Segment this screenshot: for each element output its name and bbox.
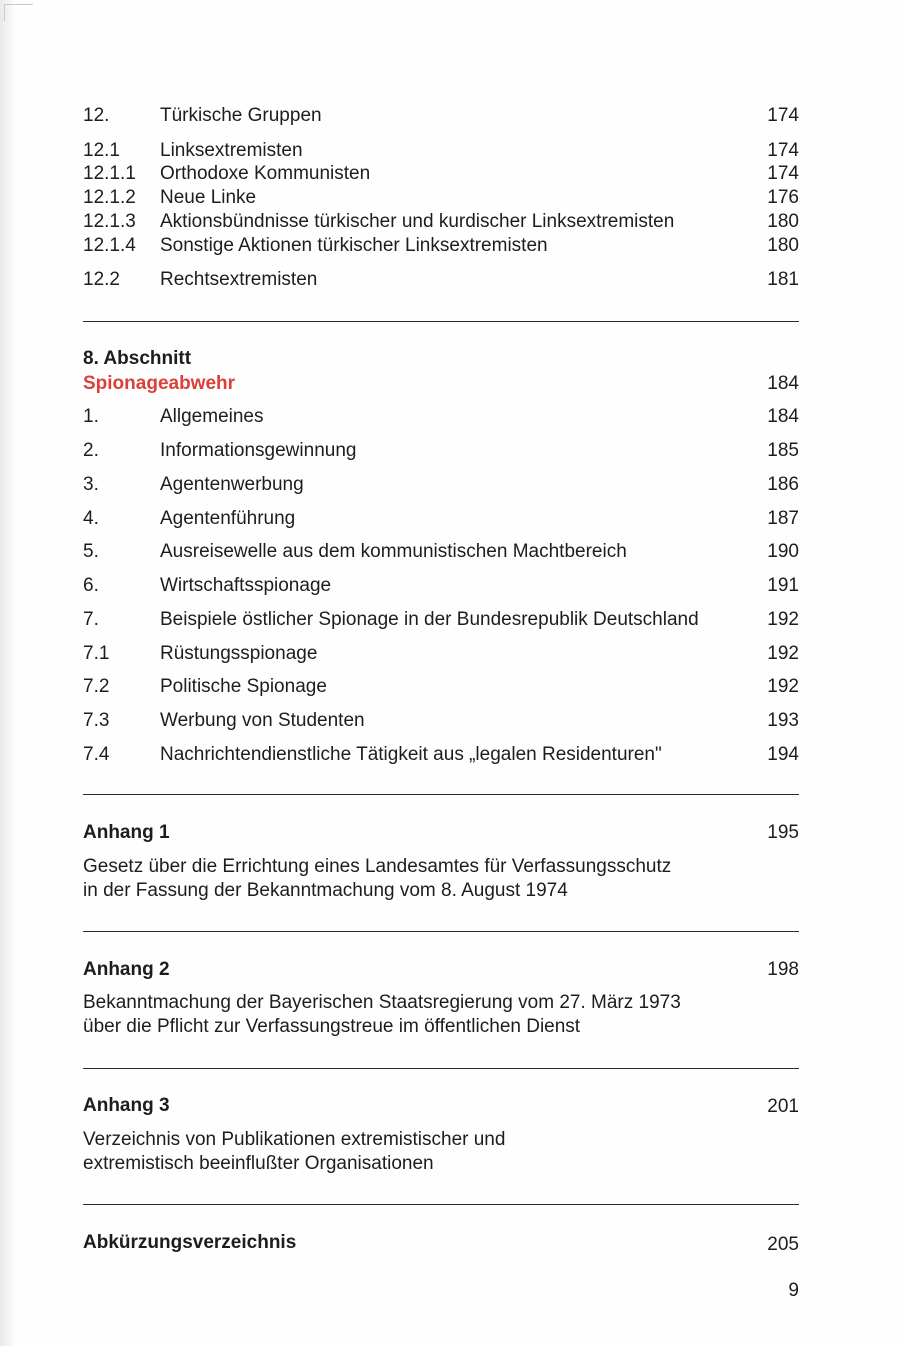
toc-entry[interactable] — [83, 139, 799, 163]
anhang-1-page: 195 — [767, 822, 799, 843]
anhang-2-line-2: über die Pflicht zur Verfassungstreue im öffentlichen Dienst — [83, 1016, 581, 1037]
toc-page: 184 — [767, 406, 799, 427]
toc-number: 7. — [83, 609, 99, 630]
toc-title: Sonstige Aktionen türkischer Linksextremisten — [160, 235, 548, 256]
toc-number: 12.1.2 — [83, 187, 136, 208]
anhang-1-line-1: Gesetz über die Errichtung eines Landesamtes für Verfassungsschutz — [83, 856, 672, 877]
toc-title: Politische Spionage — [160, 676, 327, 697]
toc-title: Rechtsextremisten — [160, 269, 318, 290]
toc-entry[interactable] — [83, 210, 799, 234]
toc-title: Ausreisewelle aus dem kommunistischen Machtbereich — [160, 541, 627, 562]
toc-page: 181 — [767, 269, 799, 290]
toc-entry[interactable] — [83, 642, 799, 666]
toc-entry[interactable] — [83, 507, 799, 531]
toc-entry[interactable] — [83, 709, 799, 733]
toc-page: 190 — [767, 541, 799, 562]
section-page: 184 — [767, 373, 799, 394]
section-divider — [83, 931, 799, 932]
toc-entry[interactable] — [83, 234, 799, 258]
toc-number: 3. — [83, 474, 99, 495]
toc-number: 7.1 — [83, 643, 110, 664]
toc-title: Agentenwerbung — [160, 474, 304, 495]
toc-number: 12.1.4 — [83, 235, 136, 256]
anhang-1-line-2: in der Fassung der Bekanntmachung vom 8. August 1974 — [83, 880, 568, 901]
section-title[interactable]: Spionageabwehr — [83, 373, 236, 394]
toc-number: 12.1.1 — [83, 163, 136, 184]
toc-entry[interactable] — [83, 405, 799, 429]
toc-number: 2. — [83, 440, 99, 461]
toc-page: 174 — [767, 140, 799, 161]
toc-number: 1. — [83, 406, 99, 427]
toc-page: 192 — [767, 609, 799, 630]
anhang-3-title[interactable]: Anhang 3 — [83, 1095, 170, 1116]
toc-number: 12.1.3 — [83, 211, 136, 232]
toc-entry[interactable] — [83, 104, 799, 128]
section-divider — [83, 321, 799, 322]
toc-page: 174 — [767, 163, 799, 184]
anhang-3-line-1: Verzeichnis von Publikationen extremistischer und — [83, 1129, 506, 1150]
toc-title: Orthodoxe Kommunisten — [160, 163, 371, 184]
section-divider — [83, 794, 799, 795]
toc-page: 194 — [767, 744, 799, 765]
toc-title: Aktionsbündnisse türkischer und kurdischer Linksextremisten — [160, 211, 675, 232]
section-divider — [83, 1204, 799, 1205]
toc-entry[interactable] — [83, 162, 799, 186]
toc-entry[interactable] — [83, 439, 799, 463]
toc-page: 191 — [767, 575, 799, 596]
toc-number: 4. — [83, 508, 99, 529]
toc-page: 174 — [767, 105, 799, 126]
toc-page: 185 — [767, 440, 799, 461]
toc-title: Türkische Gruppen — [160, 105, 322, 126]
toc-number: 7.4 — [83, 744, 110, 765]
abbreviations-page: 205 — [767, 1234, 799, 1255]
anhang-2-title[interactable]: Anhang 2 — [83, 959, 170, 980]
toc-title: Werbung von Studenten — [160, 710, 365, 731]
scan-edge-shadow — [0, 0, 14, 1346]
anhang-3-page: 201 — [767, 1096, 799, 1117]
toc-page: 193 — [767, 710, 799, 731]
toc-title: Neue Linke — [160, 187, 257, 208]
page-number: 9 — [788, 1280, 799, 1301]
toc-title: Beispiele östlicher Spionage in der Bundesrepublik Deutschland — [160, 609, 699, 630]
anhang-2-line-1: Bekanntmachung der Bayerischen Staatsregierung vom 27. März 1973 — [83, 992, 681, 1013]
toc-page: 180 — [767, 211, 799, 232]
toc-entry[interactable] — [83, 473, 799, 497]
toc-title: Rüstungsspionage — [160, 643, 318, 664]
section-label: 8. Abschnitt — [83, 348, 192, 369]
toc-entry[interactable] — [83, 608, 799, 632]
anhang-2-page: 198 — [767, 959, 799, 980]
toc-entry[interactable] — [83, 743, 799, 767]
toc-page: 192 — [767, 676, 799, 697]
toc-title: Allgemeines — [160, 406, 264, 427]
toc-number: 12.1 — [83, 140, 120, 161]
toc-entry[interactable] — [83, 574, 799, 598]
toc-title: Wirtschaftsspionage — [160, 575, 332, 596]
toc-title: Linksextremisten — [160, 140, 303, 161]
toc-number: 7.3 — [83, 710, 110, 731]
toc-page: 187 — [767, 508, 799, 529]
toc-number: 12. — [83, 105, 110, 126]
toc-number: 7.2 — [83, 676, 110, 697]
section-divider — [83, 1068, 799, 1069]
toc-title: Agentenführung — [160, 508, 296, 529]
anhang-3-line-2: extremistisch beeinflußter Organisationen — [83, 1153, 434, 1174]
toc-title: Informationsgewinnung — [160, 440, 357, 461]
toc-page: 192 — [767, 643, 799, 664]
toc-number: 5. — [83, 541, 99, 562]
toc-number: 12.2 — [83, 269, 120, 290]
anhang-1-title[interactable]: Anhang 1 — [83, 822, 170, 843]
toc-entry[interactable] — [83, 186, 799, 210]
abbreviations-title[interactable]: Abkürzungsverzeichnis — [83, 1232, 297, 1253]
toc-number: 6. — [83, 575, 99, 596]
toc-entry[interactable] — [83, 540, 799, 564]
toc-page: 176 — [767, 187, 799, 208]
toc-page: 180 — [767, 235, 799, 256]
toc-title: Nachrichtendienstliche Tätigkeit aus „legalen Residenturen" — [160, 744, 662, 765]
toc-page: 186 — [767, 474, 799, 495]
toc-entry[interactable] — [83, 268, 799, 292]
crop-mark — [4, 4, 33, 21]
toc-entry[interactable] — [83, 675, 799, 699]
